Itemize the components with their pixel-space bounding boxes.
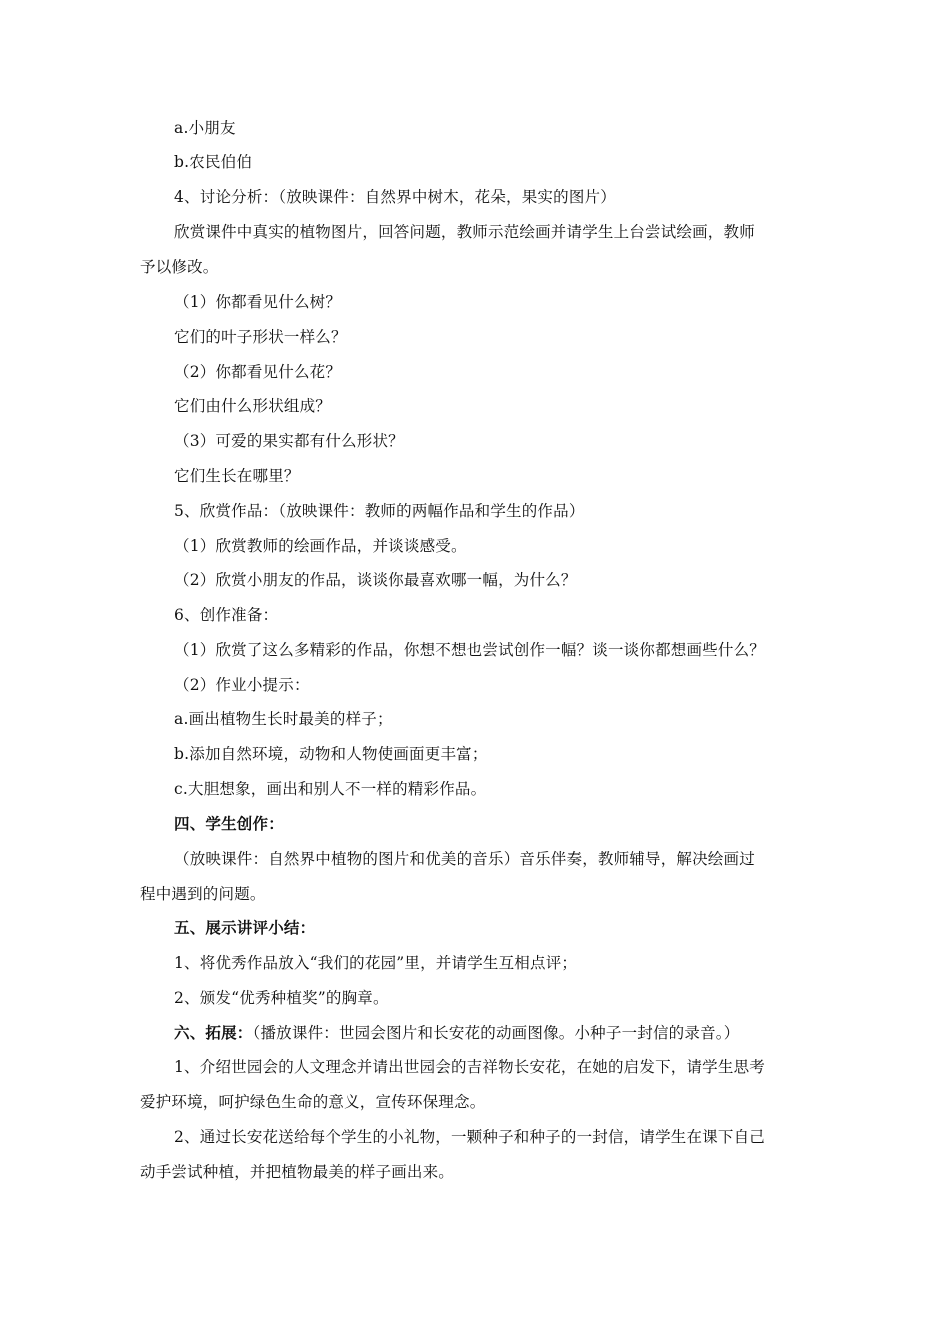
text-line: 5、欣赏作品：（放映课件：教师的两幅作品和学生的作品） bbox=[174, 502, 585, 520]
text-line: （2）欣赏小朋友的作品，谈谈你最喜欢哪一幅，为什么？ bbox=[174, 571, 577, 589]
text-line: 爱护环境，呵护绿色生命的意义，宣传环保理念。 bbox=[140, 1093, 486, 1111]
text-line: （1）你都看见什么树？ bbox=[174, 293, 342, 311]
section-heading: 五、展示讲评小结： bbox=[174, 918, 316, 937]
text-line: 动手尝试种植，并把植物最美的样子画出来。 bbox=[140, 1163, 455, 1181]
text-line: 1、将优秀作品放入“我们的花园”里，并请学生互相点评； bbox=[174, 954, 578, 972]
text-line: 4、讨论分析：（放映课件：自然界中树木，花朵，果实的图片） bbox=[174, 188, 616, 206]
text-line: c.大胆想象，画出和别人不一样的精彩作品。 bbox=[174, 780, 487, 798]
text-line: 欣赏课件中真实的植物图片，回答问题，教师示范绘画并请学生上台尝试绘画，教师 bbox=[174, 223, 755, 241]
text-line: a.小朋友 bbox=[174, 119, 236, 137]
text-line: 程中遇到的问题。 bbox=[140, 885, 266, 903]
section-heading: 六、拓展： bbox=[174, 1023, 253, 1042]
text-line: 1、介绍世园会的人文理念并请出世园会的吉祥物长安花，在她的启发下，请学生思考 bbox=[174, 1058, 765, 1076]
text-line: 予以修改。 bbox=[140, 258, 219, 276]
text-line: b.农民伯伯 bbox=[174, 153, 253, 171]
text-line: 它们由什么形状组成？ bbox=[174, 397, 332, 415]
text-line: 2、通过长安花送给每个学生的小礼物，一颗种子和种子的一封信，请学生在课下自己 bbox=[174, 1128, 765, 1146]
text-line: （1）欣赏了这么多精彩的作品，你想不想也尝试创作一幅？谈一谈你都想画些什么？ bbox=[174, 641, 765, 659]
text-line: 它们的叶子形状一样么？ bbox=[174, 328, 347, 346]
section-heading-line bbox=[174, 1023, 739, 1043]
text-line: 2、颁发“优秀种植奖”的胸章。 bbox=[174, 989, 389, 1007]
text-line: （2）你都看见什么花？ bbox=[174, 363, 342, 381]
text-line: （3）可爱的果实都有什么形状？ bbox=[174, 432, 404, 450]
text-line: （放映课件：自然界中植物的图片和优美的音乐）音乐伴奏，教师辅导，解决绘画过 bbox=[174, 850, 755, 868]
text-line: b.添加自然环境，动物和人物使画面更丰富； bbox=[174, 745, 488, 763]
text-line: 它们生长在哪里？ bbox=[174, 467, 300, 485]
text-span: （播放课件：世园会图片和长安花的动画图像。小种子一封信的录音。） bbox=[252, 1024, 740, 1042]
text-line: （2）作业小提示： bbox=[174, 676, 310, 694]
text-line: a.画出植物生长时最美的样子； bbox=[174, 710, 393, 728]
text-line: （1）欣赏教师的绘画作品，并谈谈感受。 bbox=[174, 537, 467, 555]
text-line: 6、创作准备： bbox=[174, 606, 279, 624]
section-heading: 四、学生创作： bbox=[174, 814, 284, 833]
